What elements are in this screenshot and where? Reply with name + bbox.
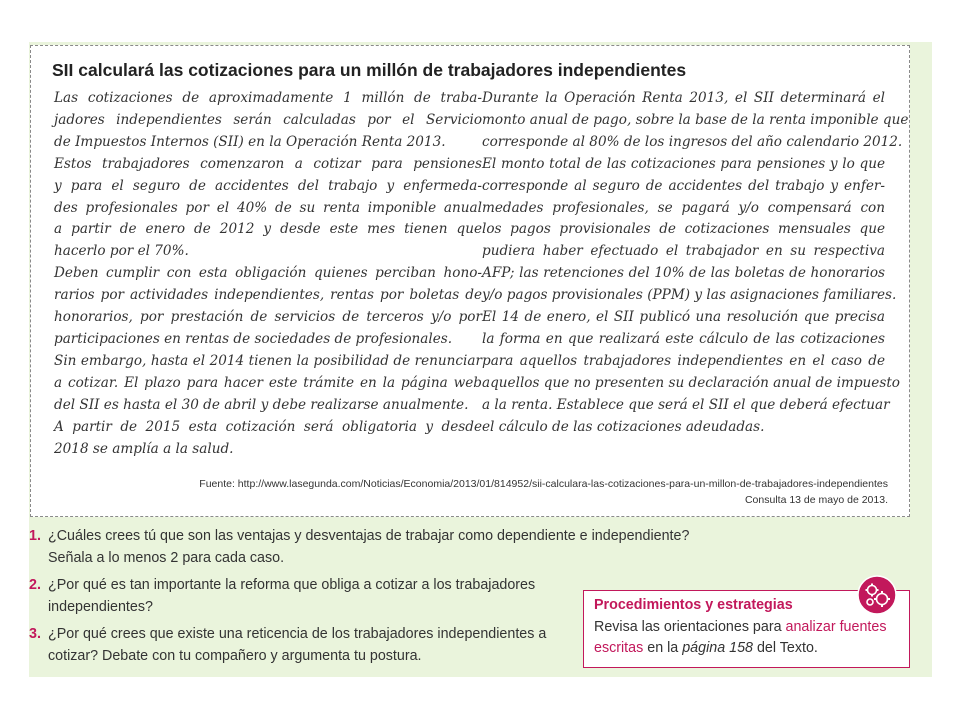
gears-icon [857, 575, 897, 615]
source-url: Fuente: http://www.lasegunda.com/Noticias/Economia/2013/01/814952/sii-calculara-las-cotizaciones-para-un-millon-de-trabajadores-independientes [199, 478, 888, 490]
article-line: A partir de 2015 esta cotización será obligatoria y desde [54, 418, 482, 435]
article-line: los pagos provisionales de cotizaciones mensuales que [482, 221, 885, 238]
article-line: a la renta. Establece que será el SII el que deberá efectuar [482, 396, 890, 413]
article-line: el cálculo de las cotizaciones adeudadas. [482, 418, 765, 435]
article-line: rarios por actividades independientes, rentas por boletas de [54, 287, 482, 304]
procedures-text-3: del Texto. [752, 640, 818, 656]
question-line: ¿Por qué es tan importante la reforma que obliga a cotizar a los trabajadores [48, 577, 536, 593]
question-line: Señala a lo menos 2 para cada caso. [48, 549, 285, 566]
article-line: AFP; las retenciones del 10% de las boletas de honorarios [482, 265, 885, 282]
article-line: Sin embargo, hasta el 2014 tienen la posibilidad de renunciar [54, 352, 482, 369]
question-line: cotizar? Debate con tu compañero y argumenta tu postura. [48, 647, 422, 664]
page-reference: página 158 [682, 640, 753, 656]
news-article [30, 45, 910, 517]
article-line: El 14 de enero, el SII publicó una resolución que precisa [482, 309, 885, 326]
procedures-link-2: escritas [594, 640, 644, 656]
consultation-date: Consulta 13 de mayo de 2013. [744, 494, 888, 506]
article-line: para aquellos trabajadores independientes en el caso de [482, 352, 885, 369]
article-line: a partir de enero de 2012 y desde este mes tienen que [54, 221, 482, 238]
article-line: pudiera haber efectuado el trabajador en su respectiva [482, 243, 885, 260]
article-line: corresponde al 80% de los ingresos del año calendario 2012. [482, 133, 903, 150]
article-right-column [482, 88, 909, 439]
procedures-text-1: Revisa las orientaciones para [594, 619, 786, 635]
article-line: y/o pagos provisionales (PPM) y las asignaciones familiares. [482, 287, 897, 304]
article-line: de Impuestos Internos (SII) en la Operación Renta 2013. [54, 133, 446, 150]
article-title: SII calculará las cotizaciones para un millón de trabajadores independientes [52, 60, 687, 80]
question-number: 2. [29, 577, 41, 593]
question-line: ¿Por qué crees que existe una reticencia de los trabajadores independientes a [48, 626, 547, 642]
article-left-column [54, 88, 482, 460]
article-line: Las cotizaciones de aproximadamente 1 millón de traba- [54, 90, 482, 106]
question-line: ¿Cuáles crees tú que son las ventajas y desventajas de trabajar como dependiente e independiente? [48, 528, 690, 544]
article-line: Estos trabajadores comenzaron a cotizar para pensiones [54, 155, 482, 172]
article-line: des profesionales por el 40% de su renta imponible anual [54, 199, 482, 216]
procedures-title: Procedimientos y estrategias [594, 597, 793, 613]
article-line: del SII es hasta el 30 de abril y debe realizarse anualmente. [54, 396, 469, 413]
article-line: 2018 se amplía a la salud. [54, 440, 234, 457]
article-line: corresponde al seguro de accidentes del trabajo y enfer- [482, 177, 885, 194]
article-line: monto anual de pago, sobre la base de la renta imponible que [482, 111, 909, 128]
procedures-text [594, 617, 906, 659]
article-line: y para el seguro de accidentes del trabajo y enfermeda- [54, 177, 482, 194]
article-line: Durante la Operación Renta 2013, el SII determinará el [482, 90, 885, 106]
procedures-text-2: en la [643, 640, 683, 656]
article-line: El monto total de las cotizaciones para pensiones y lo que [482, 155, 885, 172]
procedures-link-1: analizar fuentes [785, 619, 887, 635]
article-line: la forma en que realizará este cálculo de las cotizaciones [482, 330, 885, 347]
question-line: independientes? [48, 598, 153, 615]
article-line: honorarios, por prestación de servicios de terceros y/o por [54, 309, 482, 326]
article-line: hacerlo por el 70%. [54, 243, 189, 260]
question-number: 1. [29, 528, 41, 544]
article-line: participaciones en rentas de sociedades de profesionales. [54, 330, 453, 347]
article-source [199, 476, 888, 508]
article-line: a cotizar. El plazo para hacer este trámite en la página web [54, 374, 482, 391]
article-line: jadores independientes serán calculadas por el Servicio [54, 111, 482, 128]
question-text [48, 526, 728, 569]
article-line: Deben cumplir con esta obligación quienes perciban hono- [54, 265, 482, 282]
question-number: 3. [29, 626, 41, 642]
article-line: aquellos que no presenten su declaración anual de impuesto [482, 374, 900, 391]
article-line: medades profesionales, se pagará y/o compensará con [482, 199, 885, 216]
